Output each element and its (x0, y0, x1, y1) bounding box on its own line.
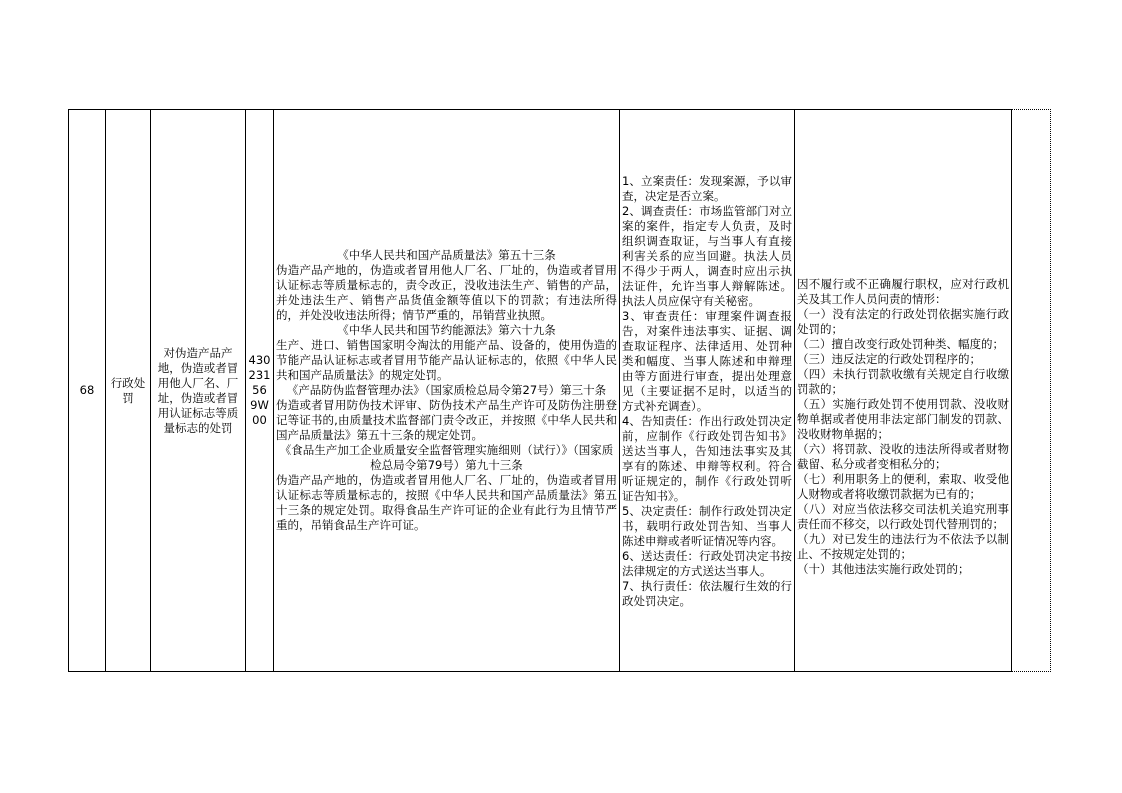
legal-basis-paragraph: 《中华人民共和国节约能源法》第六十九条 (337, 323, 556, 337)
responsibility-cell (620, 110, 795, 672)
accountability-item: （四）未执行罚款收缴有关规定自行收缴罚款的； (797, 366, 1009, 396)
power-type: 行政处罚 (106, 110, 151, 672)
power-code: 43023156 9W00 (246, 110, 274, 672)
dotted-margin-box (981, 109, 1051, 672)
accountability-list (797, 205, 1009, 577)
responsibility-item: 1、立案责任：发现案源，予以审查，决定是否立案。 (622, 173, 792, 203)
accountability-item: （七）利用职务上的便利，索取、收受他人财物或者将收缴罚款据为已有的； (797, 471, 1009, 501)
accountability-cell (795, 110, 1012, 672)
legal-basis-paragraph: 《中华人民共和国产品质量法》第五十三条 (337, 248, 556, 262)
legal-basis-paragraph: 伪造产品产地的，伪造或者冒用他人厂名、厂址的，伪造或者冒用认证标志等质量标志的，按照《中华人民共和国产品质量法》第五十三条的规定处罚。取得食品生产许可证的企业有此行为且情节严重的，吊销食品生产许可证。 (276, 473, 617, 532)
responsibility-item: 3、审查责任：审理案件调查报告，对案件违法事实、证据、调查取证程序、法律适用、处罚种类和幅度、当事人陈述和申辩理由等方面进行审查，提出处理意见（主要证据不足时，以适当的方式补充调查）。 (622, 308, 792, 413)
accountability-item: （六）将罚款、没收的违法所得或者财物截留、私分或者变相私分的； (797, 441, 1009, 471)
accountability-item: （八）对应当依法移交司法机关追究刑事责任而不移交，以行政处罚代替刑罚的； (797, 501, 1009, 531)
legal-basis-paragraph: 《食品生产加工企业质量安全监督管理实施细则（试行）》（国家质检总局令第79号）第九十三条 (279, 443, 614, 472)
accountability-item: （五）实施行政处罚不使用罚款、没收财物单据或者使用非法定部门制发的罚款、没收财物单据的； (797, 396, 1009, 441)
accountability-item: （一）没有法定的行政处罚依据实施行政处罚的； (797, 306, 1009, 336)
legal-basis-paragraph: 生产、进口、销售国家明令淘汰的用能产品、设备的，使用伪造的节能产品认证标志或者冒用节能产品认证标志的，依照《中华人民共和国产品质量法》的规定处罚。 (276, 338, 617, 382)
responsibility-item: 4、告知责任：作出行政处罚决定前，应制作《行政处罚告知书》送达当事人，告知违法事实及其享有的陈述、申辩等权利。符合听证规定的，制作《行政处罚听证告知书》。 (622, 413, 792, 503)
power-list-table (68, 109, 1012, 672)
accountability-item: （三）违反法定的行政处罚程序的； (797, 351, 981, 366)
responsibility-item: 6、送达责任：行政处罚决定书按法律规定的方式送达当事人。 (622, 548, 792, 578)
responsibility-item: 2、调查责任：市场监管部门对立案的案件，指定专人负责，及时组织调查取证，与当事人有直接利害关系的应当回避。执法人员不得少于两人，调查时应出示执法证件，允许当事人辩解陈述。执法人员应保守有关秘密。 (622, 203, 792, 308)
legal-basis-list (276, 248, 617, 533)
responsibility-item: 7、执行责任：依法履行生效的行政处罚决定。 (622, 578, 792, 608)
legal-basis-paragraph: 伪造产品产地的，伪造或者冒用他人厂名、厂址的，伪造或者冒用认证标志等质量标志的，责令改正，没收违法生产、销售的产品，并处违法生产、销售产品货值金额等值以下的罚款；有违法所得的，并处没收违法所得；情节严重的，吊销营业执照。 (276, 263, 617, 322)
legal-basis-cell (274, 110, 620, 672)
accountability-item: （十）其他违法实施行政处罚的； (797, 561, 970, 576)
legal-basis-paragraph: 伪造或者冒用防伪技术评审、防伪技术产品生产许可及防伪注册登记等证书的,由质量技术监督部门责令改正，并按照《中华人民共和国产品质量法》第五十三条的规定处罚。 (276, 398, 617, 442)
responsibility-item: 5、决定责任：制作行政处罚决定书，载明行政处罚告知、当事人陈述申辩或者听证情况等内容。 (622, 503, 792, 548)
legal-basis-paragraph: 《产品防伪监督管理办法》（国家质检总局令第27号）第三十条 (286, 383, 607, 397)
accountability-item: （九）对已发生的违法行为不依法予以制止、不按规定处罚的； (797, 531, 1009, 561)
row-number: 68 (69, 110, 106, 672)
accountability-item: 因不履行或不正确履行职权，应对行政机关及其工作人员问责的情形： (797, 276, 1009, 306)
power-item-name: 对伪造产品产地，伪造或者冒用他人厂名、厂址，伪造或者冒用认证标志等质量标志的处罚 (151, 110, 246, 672)
responsibility-list (622, 173, 792, 609)
accountability-item: （二）擅自改变行政处罚种类、幅度的； (797, 336, 1004, 351)
table-row (69, 110, 1012, 672)
